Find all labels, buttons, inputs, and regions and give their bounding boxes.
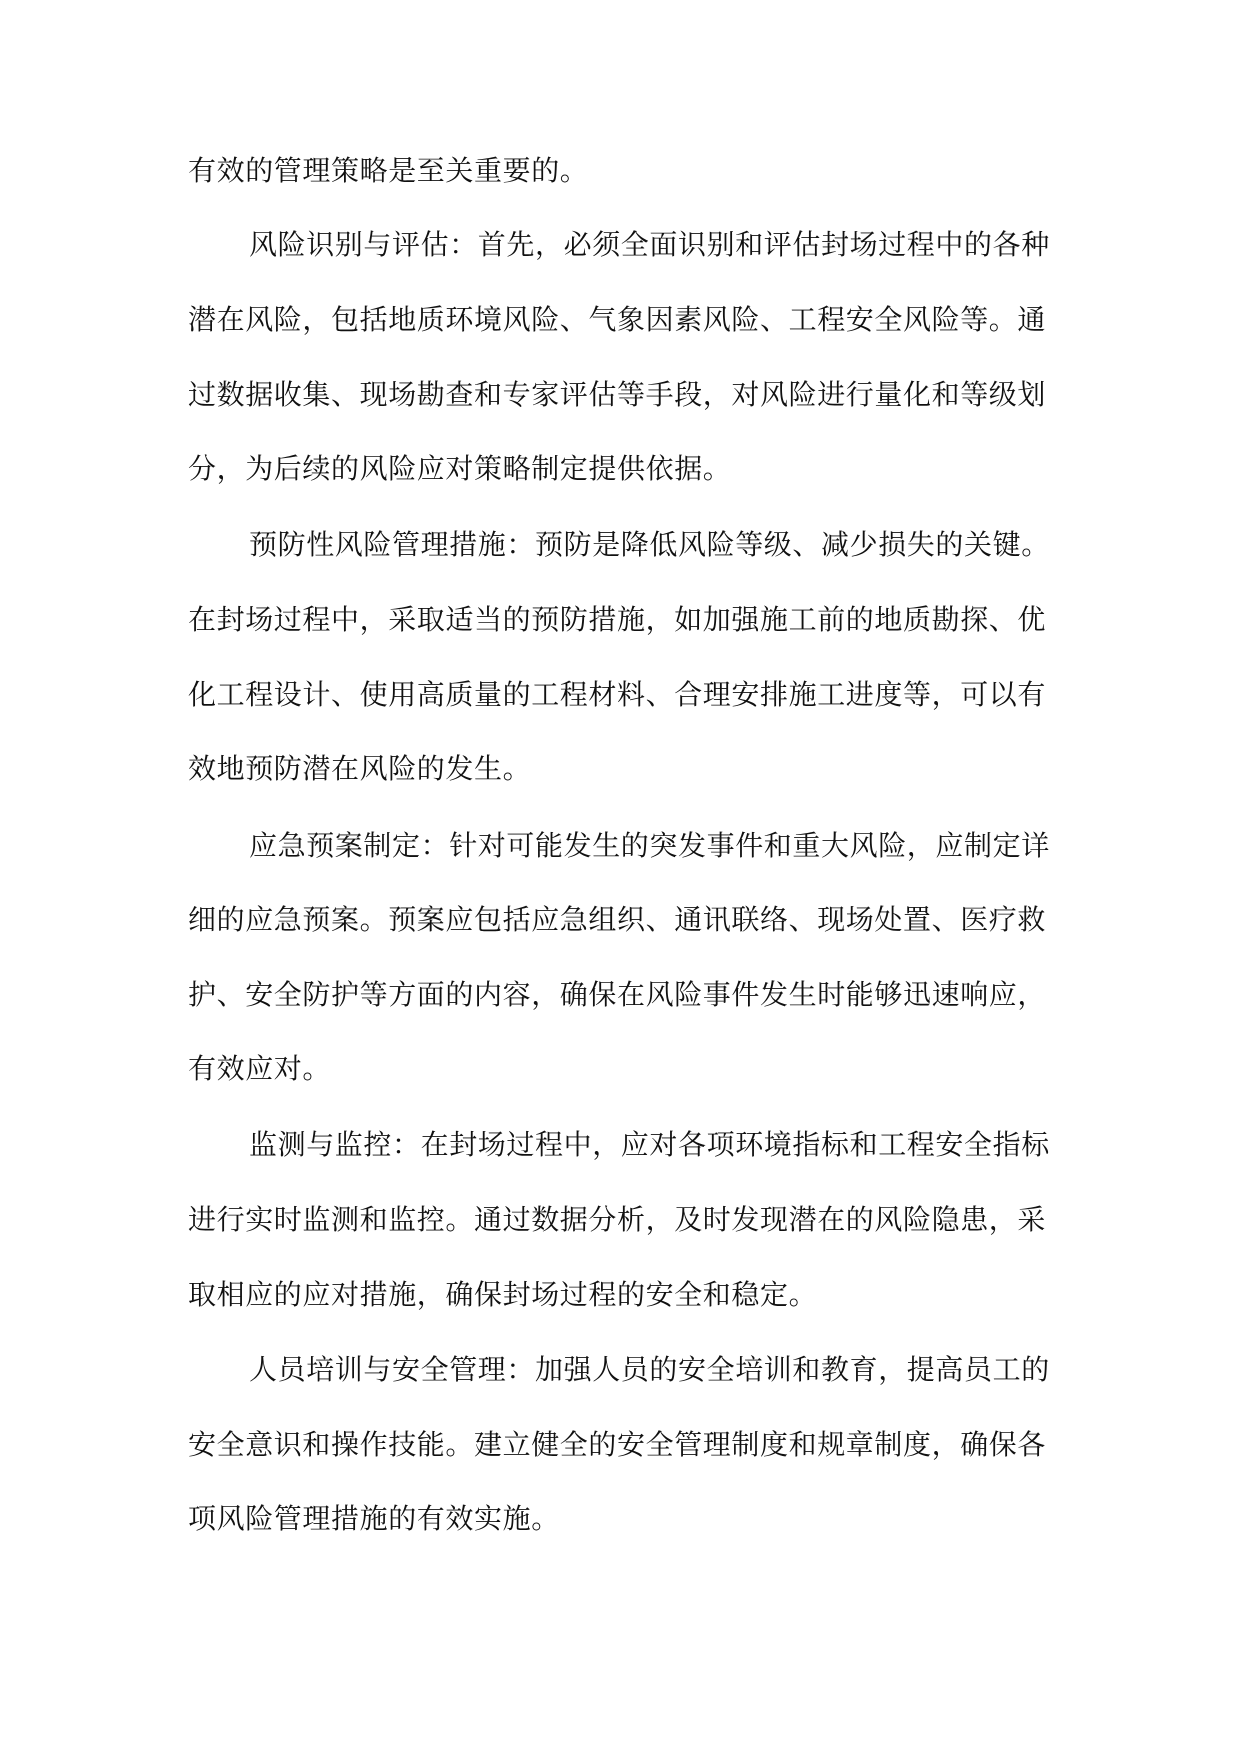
text-line: 效地预防潜在风险的发生。: [188, 752, 532, 785]
text-line: 分，为后续的风险应对策略制定提供依据。: [188, 452, 732, 485]
text-line: 有效的管理策略是至关重要的。: [188, 154, 589, 187]
text-line: 预防性风险管理措施：预防是降低风险等级、减少损失的关键。: [249, 528, 1050, 561]
text-line: 有效应对。: [188, 1052, 332, 1085]
text-line: 护、安全防护等方面的内容，确保在风险事件发生时能够迅速响应，: [188, 978, 1047, 1011]
text-line: 项风险管理措施的有效实施。: [188, 1502, 560, 1535]
text-line: 进行实时监测和监控。通过数据分析，及时发现潜在的风险隐患，采: [188, 1203, 1047, 1236]
text-line: 人员培训与安全管理：加强人员的安全培训和教育，提高员工的: [249, 1353, 1050, 1386]
text-line: 安全意识和操作技能。建立健全的安全管理制度和规章制度，确保各: [188, 1428, 1047, 1461]
text-line: 细的应急预案。预案应包括应急组织、通讯联络、现场处置、医疗救: [188, 903, 1047, 936]
text-line: 取相应的应对措施，确保封场过程的安全和稳定。: [188, 1278, 818, 1311]
text-line: 潜在风险，包括地质环境风险、气象因素风险、工程安全风险等。通: [188, 303, 1047, 336]
text-line: 监测与监控：在封场过程中，应对各项环境指标和工程安全指标: [249, 1128, 1050, 1161]
text-line: 过数据收集、现场勘查和专家评估等手段，对风险进行量化和等级划: [188, 378, 1047, 411]
text-line: 化工程设计、使用高质量的工程材料、合理安排施工进度等，可以有: [188, 678, 1047, 711]
text-line: 在封场过程中，采取适当的预防措施，如加强施工前的地质勘探、优: [188, 603, 1047, 636]
text-line: 风险识别与评估：首先，必须全面识别和评估封场过程中的各种: [249, 228, 1050, 261]
text-line: 应急预案制定：针对可能发生的突发事件和重大风险，应制定详: [249, 829, 1050, 862]
